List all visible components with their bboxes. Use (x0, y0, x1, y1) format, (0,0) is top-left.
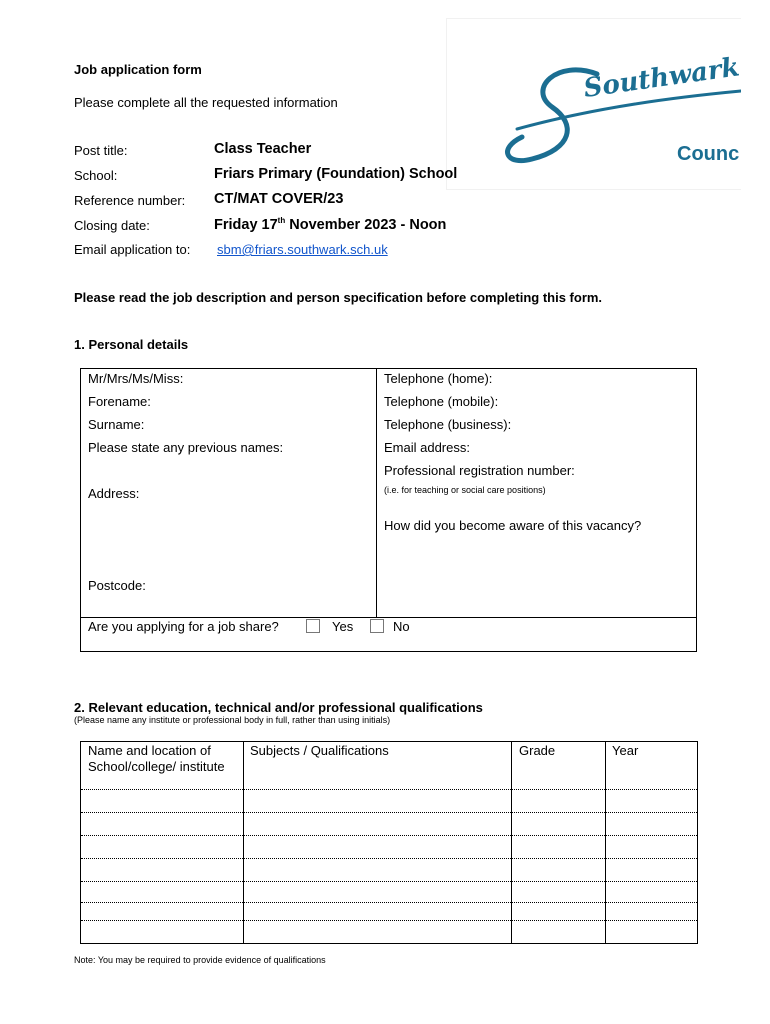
column-header-year: Year (612, 743, 639, 758)
table-column-divider (511, 742, 512, 943)
table-row[interactable] (81, 920, 697, 921)
logo-wordmark: Southwark (581, 52, 741, 104)
personal-details-heading: 1. Personal details (74, 337, 189, 352)
table-column-divider (605, 742, 606, 943)
column-header-institute: Name and location of School/college/ institute (88, 743, 225, 774)
job-share-question: Are you applying for a job share? (88, 619, 279, 634)
post-title-label: Post title: (74, 143, 128, 158)
tel-home-field[interactable]: Telephone (home): (384, 371, 493, 386)
email-to-link[interactable]: sbm@friars.southwark.sch.uk (217, 242, 388, 257)
job-share-no-checkbox[interactable] (370, 619, 384, 633)
row-divider (80, 617, 697, 618)
table-row[interactable] (81, 789, 697, 790)
title-field[interactable]: Mr/Mrs/Ms/Miss: (88, 371, 184, 386)
school-label: School: (74, 168, 118, 183)
previous-names-field[interactable]: Please state any previous names: (88, 440, 284, 455)
tel-mobile-field[interactable]: Telephone (mobile): (384, 394, 499, 409)
address-field[interactable]: Address: (88, 486, 140, 501)
table-row[interactable] (81, 902, 697, 903)
column-header-grade: Grade (519, 743, 556, 758)
table-column-divider (243, 742, 244, 943)
job-share-no-label: No (393, 619, 410, 634)
email-to-label: Email application to: (74, 242, 191, 257)
personal-details-box (80, 368, 697, 652)
closing-date-value: Friday 17th November 2023 - Noon (214, 216, 447, 233)
table-row[interactable] (81, 858, 697, 859)
table-row[interactable] (81, 812, 697, 813)
column-divider (376, 368, 377, 618)
closing-date-label: Closing date: (74, 218, 150, 233)
qualifications-table (80, 741, 698, 944)
form-title: Job application form (74, 62, 202, 77)
council-logo (446, 18, 741, 190)
email-field[interactable]: Email address: (384, 440, 470, 455)
logo-council-text: Counc (677, 143, 740, 165)
qualifications-heading: 2. Relevant education, technical and/or professional qualifications (74, 700, 483, 715)
table-row[interactable] (81, 881, 697, 882)
reference-value: CT/MAT COVER/23 (214, 191, 344, 207)
job-share-yes-label: Yes (332, 619, 354, 634)
tel-business-field[interactable]: Telephone (business): (384, 417, 512, 432)
column-header-subjects: Subjects / Qualifications (250, 743, 389, 758)
surname-field[interactable]: Surname: (88, 417, 145, 432)
qualifications-note: Note: You may be required to provide evidence of qualifications (74, 955, 326, 965)
vacancy-source-field[interactable]: How did you become aware of this vacancy? (384, 518, 642, 533)
instruction-text: Please read the job description and person specification before completing this form. (74, 290, 603, 305)
qualifications-subheading: (Please name any institute or professional body in full, rather than using initials) (74, 715, 391, 725)
post-title-value: Class Teacher (214, 141, 312, 157)
reference-label: Reference number: (74, 193, 186, 208)
forename-field[interactable]: Forename: (88, 394, 151, 409)
table-row[interactable] (81, 835, 697, 836)
registration-note: (i.e. for teaching or social care positions) (384, 485, 546, 495)
job-share-yes-checkbox[interactable] (306, 619, 320, 633)
school-value: Friars Primary (Foundation) School (214, 166, 458, 182)
form-subtitle: Please complete all the requested information (74, 95, 338, 110)
postcode-field[interactable]: Postcode: (88, 578, 146, 593)
registration-field[interactable]: Professional registration number: (384, 463, 575, 478)
